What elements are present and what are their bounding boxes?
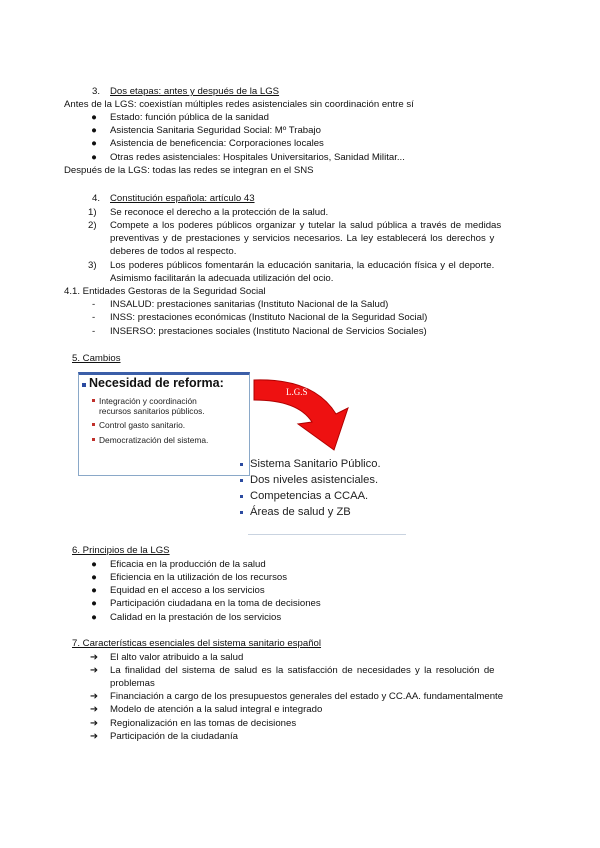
list-item: Asistencia Sanitaria Seguridad Social: Mº Trabajo <box>110 125 321 136</box>
article-item-text: Se reconoce el derecho a la protección de la salud. <box>110 207 329 218</box>
article-item-text: preventivas y de prestaciones y servicios necesarios. La ley establecerá los derechos y <box>110 233 495 244</box>
list-item: INSALUD: prestaciones sanitarias (Instituto Nacional de la Salud) <box>110 299 389 310</box>
bullet-icon: ● <box>91 138 97 149</box>
square-bullet-icon <box>240 495 243 498</box>
red-bullet-icon <box>92 423 95 426</box>
reform-diagram <box>78 364 408 540</box>
arrow-label: L.G.S <box>286 387 308 397</box>
red-bullet-icon <box>92 399 95 402</box>
result-item: Áreas de salud y ZB <box>250 506 351 519</box>
square-bullet-icon <box>240 479 243 482</box>
article-item-number: 3) <box>88 260 97 271</box>
section-3-title: Dos etapas: antes y después de la LGS <box>110 86 280 97</box>
article-item-number: 2) <box>88 220 97 231</box>
list-item: problemas <box>110 678 155 689</box>
reform-box-title: Necesidad de reforma: <box>89 376 224 390</box>
list-item: El alto valor atribuido a la salud <box>110 652 244 663</box>
curved-arrow-icon <box>252 374 372 456</box>
list-item: Equidad en el acceso a los servicios <box>110 585 265 596</box>
bullet-icon: ● <box>91 572 97 583</box>
reform-box-item: Integración y coordinación <box>99 396 197 406</box>
square-bullet-icon <box>82 383 86 387</box>
arrow-icon: ➔ <box>89 691 99 702</box>
arrow-icon: ➔ <box>89 731 99 742</box>
list-item: Eficacia en la producción de la salud <box>110 559 266 570</box>
arrow-icon: ➔ <box>89 665 99 676</box>
section-4-number: 4. <box>92 193 101 204</box>
section-3-after: Después de la LGS: todas las redes se integran en el SNS <box>64 165 314 176</box>
list-item: INSS: prestaciones económicas (Instituto Nacional de la Seguridad Social) <box>110 312 428 323</box>
square-bullet-icon <box>240 511 243 514</box>
bullet-icon: ● <box>91 585 97 596</box>
red-bullet-icon <box>92 438 95 441</box>
article-item-number: 1) <box>88 207 97 218</box>
bullet-icon: ● <box>91 125 97 136</box>
bullet-icon: ● <box>91 152 97 163</box>
article-item-text: Compete a los poderes públicos organizar y tutelar la salud pública a través de medidas <box>110 220 502 231</box>
reform-box-item: Democratización del sistema. <box>99 435 208 445</box>
section-6-title: 6. Principios de la LGS <box>72 545 170 556</box>
reform-box <box>78 372 250 476</box>
result-item: Competencias a CCAA. <box>250 490 368 503</box>
list-item: INSERSO: prestaciones sociales (Instituto Nacional de Servicios Sociales) <box>110 326 427 337</box>
square-bullet-icon <box>240 463 243 466</box>
section-5-title: 5. Cambios <box>72 353 121 364</box>
list-item: Financiación a cargo de los presupuestos generales del estado y CC.AA. fundamentalmente <box>110 691 504 702</box>
bullet-icon: ● <box>91 112 97 123</box>
dash-icon: - <box>92 326 96 337</box>
list-item: Modelo de atención a la salud integral e integrado <box>110 704 323 715</box>
reform-box-item: recursos sanitarios públicos. <box>99 406 205 416</box>
article-item-text: deberes de todos al respecto. <box>110 246 237 257</box>
section-7-title: 7. Características esenciales del sistema sanitario español <box>72 638 322 649</box>
list-item: Eficiencia en la utilización de los recursos <box>110 572 288 583</box>
dash-icon: - <box>92 299 96 310</box>
subsection-4-1-title: 4.1. Entidades Gestoras de la Seguridad Social <box>64 286 266 297</box>
list-item: Asistencia de beneficencia: Corporaciones locales <box>110 138 324 149</box>
section-3-number: 3. <box>92 86 101 97</box>
list-item: La finalidad del sistema de salud es la satisfacción de necesidades y la resolución de <box>110 665 495 676</box>
list-item: Participación de la ciudadanía <box>110 731 239 742</box>
arrow-icon: ➔ <box>89 718 99 729</box>
list-item: Calidad en la prestación de los servicios <box>110 612 282 623</box>
article-item-text: Los poderes públicos fomentarán la educación sanitaria, la educación física y el deporte. <box>110 260 495 271</box>
dash-icon: - <box>92 312 96 323</box>
bullet-icon: ● <box>91 598 97 609</box>
list-item: Estado: función pública de la sanidad <box>110 112 269 123</box>
list-item: Otras redes asistenciales: Hospitales Universitarios, Sanidad Militar... <box>110 152 405 163</box>
list-item: Regionalización en las tomas de decisiones <box>110 718 297 729</box>
bullet-icon: ● <box>91 559 97 570</box>
result-item: Sistema Sanitario Público. <box>250 458 381 471</box>
result-item: Dos niveles asistenciales. <box>250 474 378 487</box>
reform-box-item: Control gasto sanitario. <box>99 420 185 430</box>
arrow-icon: ➔ <box>89 652 99 663</box>
arrow-icon: ➔ <box>89 704 99 715</box>
section-4-title: Constitución española: artículo 43 <box>110 193 255 204</box>
bullet-icon: ● <box>91 612 97 623</box>
list-item: Participación ciudadana en la toma de decisiones <box>110 598 321 609</box>
divider <box>248 534 406 535</box>
article-item-text: Asimismo facilitarán la adecuada utilización del ocio. <box>110 273 334 284</box>
section-3-intro: Antes de la LGS: coexistían múltiples redes asistenciales sin coordinación entre sí <box>64 99 414 110</box>
